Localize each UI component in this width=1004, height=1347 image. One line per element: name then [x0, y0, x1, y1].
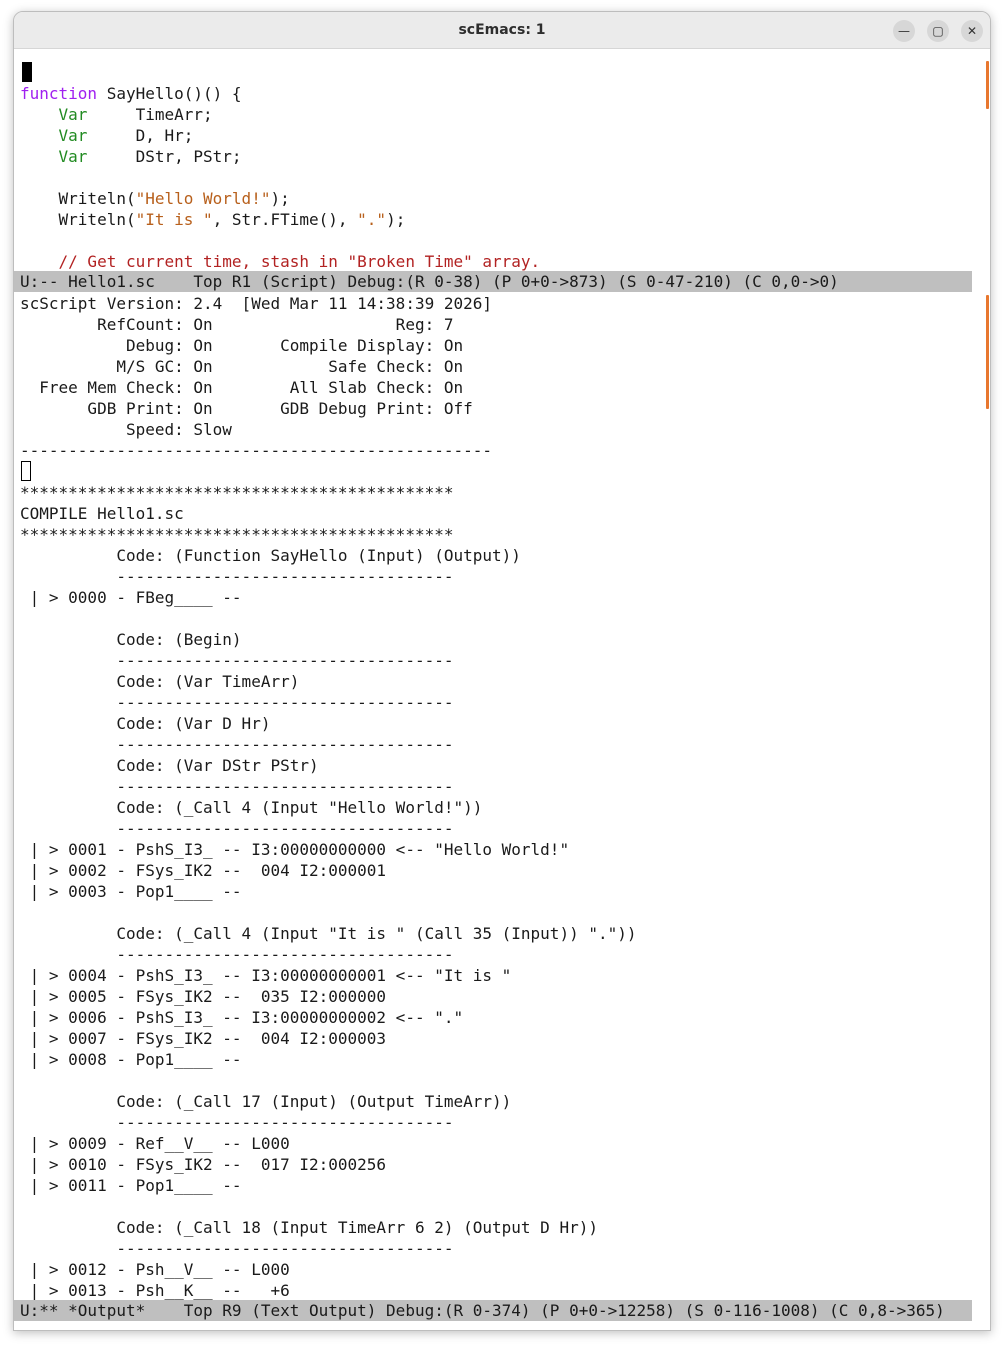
type-token: Var: [58, 105, 88, 124]
output-line: Code: (Var TimeArr): [20, 672, 300, 691]
output-line: | > 0004 - PshS_I3_ -- I3:00000000001 <-- "It is ": [20, 966, 512, 985]
output-line: Code: (_Call 18 (Input TimeArr 6 2) (Output D Hr)): [20, 1218, 598, 1237]
mode-line-text: U:** *Output* Top R9 (Text Output) Debug:(R 0-374) (P 0+0->12258) (S 0-116-1008) (C 0,8->365): [20, 1301, 945, 1320]
output-line: | > 0011 - Pop1____ --: [20, 1176, 242, 1195]
output-line: | > 0007 - FSys_IK2 -- 004 I2:000003: [20, 1029, 387, 1048]
indent: [20, 126, 59, 145]
output-line: Code: (_Call 4 (Input "Hello World!")): [20, 798, 483, 817]
output-line: GDB Print: On GDB Debug Print: Off: [20, 399, 473, 418]
output-line: -------------------------------------------------: [20, 441, 493, 460]
code-text: Writeln(: [20, 189, 136, 208]
output-line: M/S GC: On Safe Check: On: [20, 357, 464, 376]
output-line: Code: (Begin): [20, 630, 242, 649]
output-line: | > 0005 - FSys_IK2 -- 035 I2:000000: [20, 987, 387, 1006]
indent: [20, 105, 59, 124]
output-line: -----------------------------------: [20, 819, 454, 838]
code-line: [20, 104, 213, 125]
maximize-button[interactable]: ▢: [927, 20, 949, 42]
string-token: "Hello World!": [135, 189, 271, 208]
output-line: -----------------------------------: [20, 1113, 454, 1132]
output-line: | > 0000 - FBeg____ --: [20, 588, 242, 607]
output-line: Speed: Slow: [20, 420, 232, 439]
output-line: | > 0001 - PshS_I3_ -- I3:00000000000 <-- "Hello World!": [20, 840, 570, 859]
close-button[interactable]: ✕: [961, 20, 983, 42]
output-line: -----------------------------------: [20, 735, 454, 754]
output-line: Code: (Var D Hr): [20, 714, 271, 733]
output-line: | > 0006 - PshS_I3_ -- I3:00000000002 <-- ".": [20, 1008, 464, 1027]
output-line: Free Mem Check: On All Slab Check: On: [20, 378, 464, 397]
string-token: "It is ": [135, 210, 213, 229]
mode-line-output[interactable]: [14, 1300, 974, 1321]
type-token: Var: [58, 147, 88, 166]
code-line: [20, 209, 405, 230]
code-line: [20, 188, 290, 209]
output-line: | > 0010 - FSys_IK2 -- 017 I2:000256: [20, 1155, 387, 1174]
scrollbar-track[interactable]: [972, 49, 990, 1331]
output-line: Code: (_Call 4 (Input "It is " (Call 35 (Input)) ".")): [20, 924, 637, 943]
output-line: | > 0013 - Psh__K__ -- +6: [20, 1281, 290, 1300]
output-line: | > 0009 - Ref__V__ -- L000: [20, 1134, 290, 1153]
code-text: D, Hr;: [87, 126, 194, 145]
output-line: Debug: On Compile Display: On: [20, 336, 464, 355]
type-token: Var: [58, 126, 88, 145]
output-line: -----------------------------------: [20, 567, 454, 586]
output-line: -----------------------------------: [20, 1239, 454, 1258]
mode-line-source[interactable]: [14, 271, 974, 292]
emacs-frame: [14, 49, 990, 1331]
output-line: Code: (Function SayHello (Input) (Output)): [20, 546, 521, 565]
code-line: [20, 146, 242, 167]
string-token: ".": [357, 210, 387, 229]
output-line: COMPILE Hello1.sc: [20, 504, 184, 523]
output-line: RefCount: On Reg: 7: [20, 315, 454, 334]
output-line: Code: (Var DStr PStr): [20, 756, 319, 775]
output-line: | > 0012 - Psh__V__ -- L000: [20, 1260, 290, 1279]
code-text: DStr, PStr;: [87, 147, 242, 166]
window-title: scEmacs: 1: [458, 22, 546, 38]
comment-line: // Get current time, stash in "Broken Time" array.: [20, 252, 541, 271]
output-line: -----------------------------------: [20, 945, 454, 964]
mode-line-text: U:-- Hello1.sc Top R1 (Script) Debug:(R 0-38) (P 0+0->873) (S 0-47-210) (C 0,0->0): [20, 272, 839, 291]
code-text: Writeln(: [20, 210, 136, 229]
output-scrollbar-thumb[interactable]: [986, 295, 989, 409]
output-cursor: [21, 461, 31, 481]
output-line: -----------------------------------: [20, 693, 454, 712]
output-line: Code: (_Call 17 (Input) (Output TimeArr)): [20, 1092, 512, 1111]
code-line: [20, 125, 193, 146]
output-line: -----------------------------------: [20, 777, 454, 796]
code-text: SayHello()() {: [97, 84, 242, 103]
output-line: *********************************************: [20, 525, 454, 544]
output-line: | > 0002 - FSys_IK2 -- 004 I2:000001: [20, 861, 387, 880]
indent: [20, 147, 59, 166]
output-line: | > 0003 - Pop1____ --: [20, 882, 242, 901]
output-line: *********************************************: [20, 483, 454, 502]
output-line: -----------------------------------: [20, 651, 454, 670]
code-text: , Str.FTime(),: [212, 210, 358, 229]
code-text: );: [270, 189, 290, 208]
text-cursor: [22, 62, 32, 82]
title-bar[interactable]: [14, 12, 990, 49]
output-line: scScript Version: 2.4 [Wed Mar 11 14:38:39 2026]: [20, 294, 493, 313]
emacs-window: [13, 11, 991, 1331]
minimize-button[interactable]: —: [893, 20, 915, 42]
source-scrollbar-thumb[interactable]: [986, 61, 989, 109]
code-text: TimeArr;: [87, 105, 213, 124]
output-line: | > 0008 - Pop1____ --: [20, 1050, 242, 1069]
code-text: );: [386, 210, 406, 229]
code-line: [20, 83, 242, 104]
keyword-token: function: [20, 84, 98, 103]
